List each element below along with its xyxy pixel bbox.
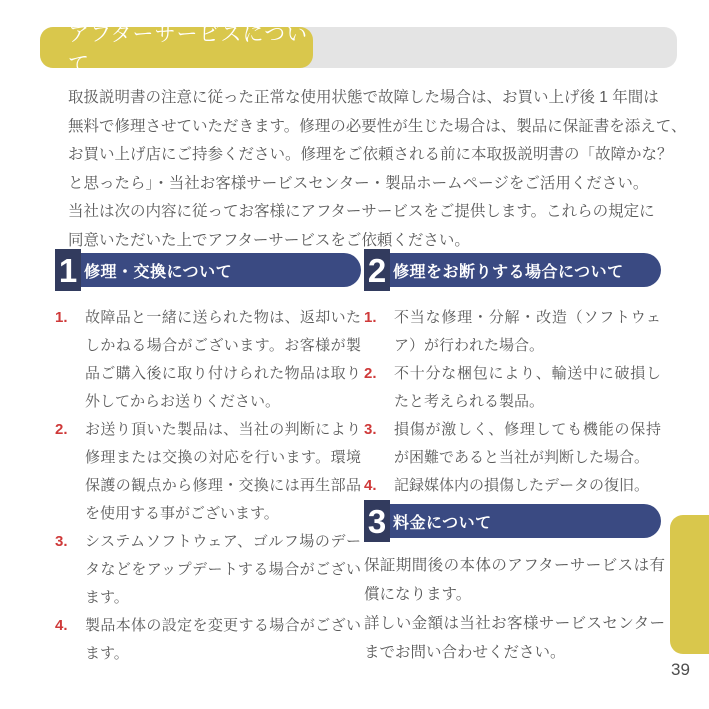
section-number-badge: 2	[364, 249, 390, 291]
list-item-text: 不十分な梱包により、輸送中に破損したと考えられる製品。	[394, 365, 661, 410]
list-item-number: 3.	[364, 421, 377, 438]
list-item-text: 製品本体の設定を変更する場合がございます。	[85, 617, 361, 662]
section-title-bar	[81, 253, 361, 287]
page-number: 39	[671, 660, 690, 679]
list-item-number: 3.	[55, 533, 68, 550]
list-item-text: 不当な修理・分解・改造（ソフトウェア）が行われた場合。	[394, 309, 661, 354]
paragraph: 保証期間後の本体のアフターサービスは有償になります。	[364, 557, 665, 603]
list-item-number: 4.	[55, 617, 68, 634]
section-title: 修理・交換について	[84, 263, 233, 281]
intro-line: と思ったら」・当社お客様サービスセンター・製品ホームページをご活用ください。	[68, 174, 649, 192]
intro-paragraph	[68, 84, 687, 256]
section-header	[55, 249, 361, 291]
list-item	[364, 416, 661, 472]
intro-line: 当社は次の内容に従ってお客様にアフターサービスをご提供します。これらの規定に	[68, 203, 655, 221]
list-item	[364, 360, 661, 416]
numbered-list	[364, 304, 661, 500]
section-fees-body	[364, 551, 665, 667]
paragraph: 詳しい金額は当社お客様サービスセンターまでお問い合わせください。	[364, 615, 665, 661]
list-item-text: 損傷が激しく、修理しても機能の保持が困難であると当社が判断した場合。	[394, 421, 661, 466]
list-item	[55, 528, 361, 612]
list-item-number: 1.	[364, 309, 377, 326]
section-number-badge: 1	[55, 249, 81, 291]
section-fees	[364, 500, 661, 542]
chapter-index-tab	[670, 515, 709, 654]
list-item	[55, 612, 361, 668]
list-item	[55, 304, 361, 416]
list-item-text: 記録媒体内の損傷したデータの復旧。	[394, 477, 650, 494]
section-title: 料金について	[393, 514, 492, 532]
section-title-bar	[390, 253, 661, 287]
list-item-number: 2.	[55, 421, 68, 438]
intro-line: お買い上げ店にご持参ください。修理をご依頼される前に本取扱説明書の「故障かな？	[68, 146, 673, 164]
intro-line: 同意いただいた上でアフターサービスをご依頼ください。	[68, 231, 470, 249]
numbered-list	[55, 304, 361, 668]
section-number-badge: 3	[364, 500, 390, 542]
section-repair-exchange	[55, 249, 361, 668]
list-item-text: 故障品と一緒に送られた物は、返却いたしかねる場合がございます。お客様が製品ご購入後に取り付けられた物品は取り外してからお送りください。	[85, 309, 361, 410]
list-item-text: システムソフトウェア、ゴルフ場のデータなどをアップデートする場合がございます。	[85, 533, 361, 606]
list-item-text: お送り頂いた製品は、当社の判断により修理または交換の対応を行います。環境保護の観点から修理・交換には再生部品を使用する事がございます。	[85, 421, 361, 522]
list-item-number: 4.	[364, 477, 377, 494]
intro-line: 取扱説明書の注意に従った正常な使用状態で故障した場合は、お買い上げ後 1 年間は	[68, 89, 659, 106]
list-item-number: 1.	[55, 309, 68, 326]
section-title: 修理をお断りする場合について	[393, 263, 624, 281]
page-title-pill	[40, 22, 313, 76]
section-title-bar	[390, 504, 661, 538]
section-header	[364, 249, 661, 291]
intro-line: 無料で修理させていただきます。修理の必要性が生じた場合は、製品に保証書を添えて、	[68, 117, 687, 135]
section-header	[364, 500, 661, 542]
list-item	[364, 304, 661, 360]
page-title: アフターサービスについて	[68, 22, 309, 76]
list-item	[364, 472, 661, 500]
list-item-number: 2.	[364, 365, 377, 382]
section-refusal-cases	[364, 249, 661, 500]
list-item	[55, 416, 361, 528]
